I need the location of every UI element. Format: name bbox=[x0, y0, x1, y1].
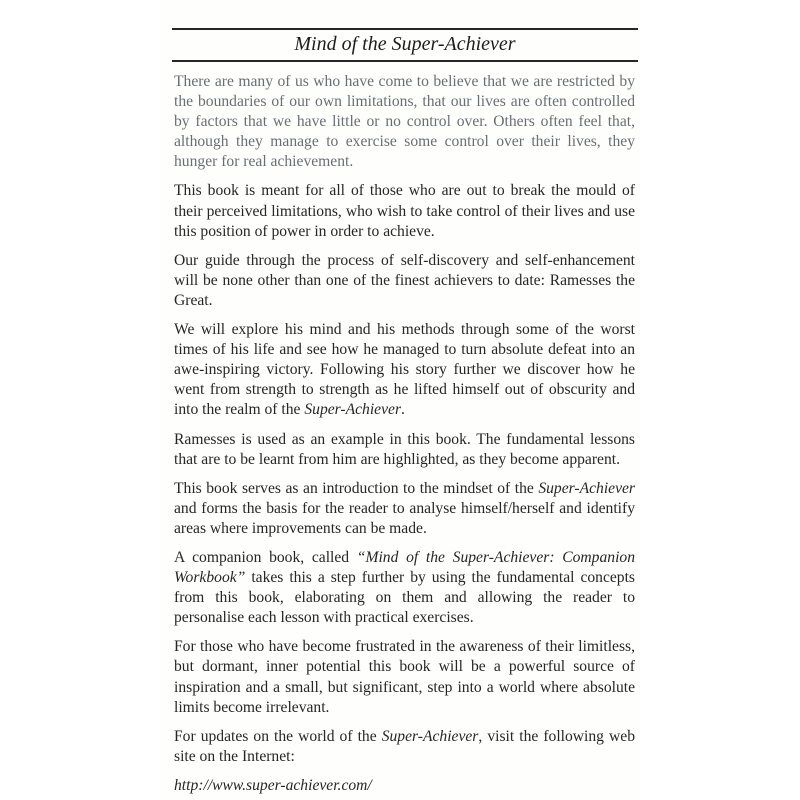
paragraph-introduction-end: and forms the basis for the reader to analyse himself/herself and identify areas where improvements can be made. bbox=[174, 499, 635, 537]
super-achiever-term: Super-Achiever bbox=[304, 401, 402, 419]
paragraph-companion-end: takes this a step further by using the fundamental concepts from this book, elaborating on them and allowing the reader to personalise each lesson with practical exercises. bbox=[174, 569, 635, 627]
paragraph-introduction bbox=[174, 479, 635, 539]
paragraph-intro: There are many of us who have come to believe that we are restricted by the boundaries of our own limitations, that our lives are often controlled by factors that we have little or no control over. Others often feel that, although they manage to exercise some control over their lives, they hunger for real achievement. bbox=[174, 73, 635, 171]
paragraph-explore bbox=[174, 320, 635, 420]
paragraph-purpose: This book is meant for all of those who are out to break the mould of their perceived limitations, who wish to take control of their lives and use this position of power in order to achieve. bbox=[174, 182, 635, 240]
title-bottom-rule bbox=[172, 60, 638, 62]
paragraph-inspiration: For those who have become frustrated in the awareness of their limitless, but dormant, inner potential this book will be a powerful source of inspiration and a small, but significant, step into a world where absolute limits become irrelevant. bbox=[174, 638, 635, 716]
paragraph-updates-start: For updates on the world of the bbox=[174, 727, 382, 745]
paragraph-guide: Our guide through the process of self-discovery and self-enhancement will be none other than one of the finest achievers to date: Ramesses the Great. bbox=[174, 251, 635, 309]
website-url: http://www.super-achiever.com/ bbox=[174, 776, 372, 794]
super-achiever-term: Super-Achiever bbox=[538, 479, 635, 497]
super-achiever-term: Super-Achiever bbox=[381, 727, 479, 745]
paragraph-explore-text: We will explore his mind and his methods through some of the worst times of his life and see how he managed to turn absolute defeat into an awe-inspiring victory. Following his story further we discover how he went from strength to strength as he lifted himself out of obscurity and into the realm of the bbox=[174, 321, 635, 419]
paragraph-explore-end: . bbox=[401, 401, 405, 419]
paragraph-companion bbox=[174, 548, 635, 628]
paragraph-updates-end: , visit the following web site on the Internet: bbox=[174, 727, 635, 765]
paragraph-introduction-start: This book serves as an introduction to the mindset of the bbox=[174, 479, 539, 497]
paragraph-companion-start: A companion book, called bbox=[174, 548, 357, 566]
paragraph-example: Ramesses is used as an example in this book. The fundamental lessons that are to be learnt from him are highlighted, as they become apparent. bbox=[174, 430, 635, 468]
paragraph-updates bbox=[174, 727, 635, 767]
page-title: Mind of the Super-Achiever bbox=[294, 33, 516, 55]
companion-book-title: “Mind of the Super-Achiever: Companion Workbook” bbox=[174, 548, 635, 587]
blurb-text bbox=[174, 72, 635, 800]
